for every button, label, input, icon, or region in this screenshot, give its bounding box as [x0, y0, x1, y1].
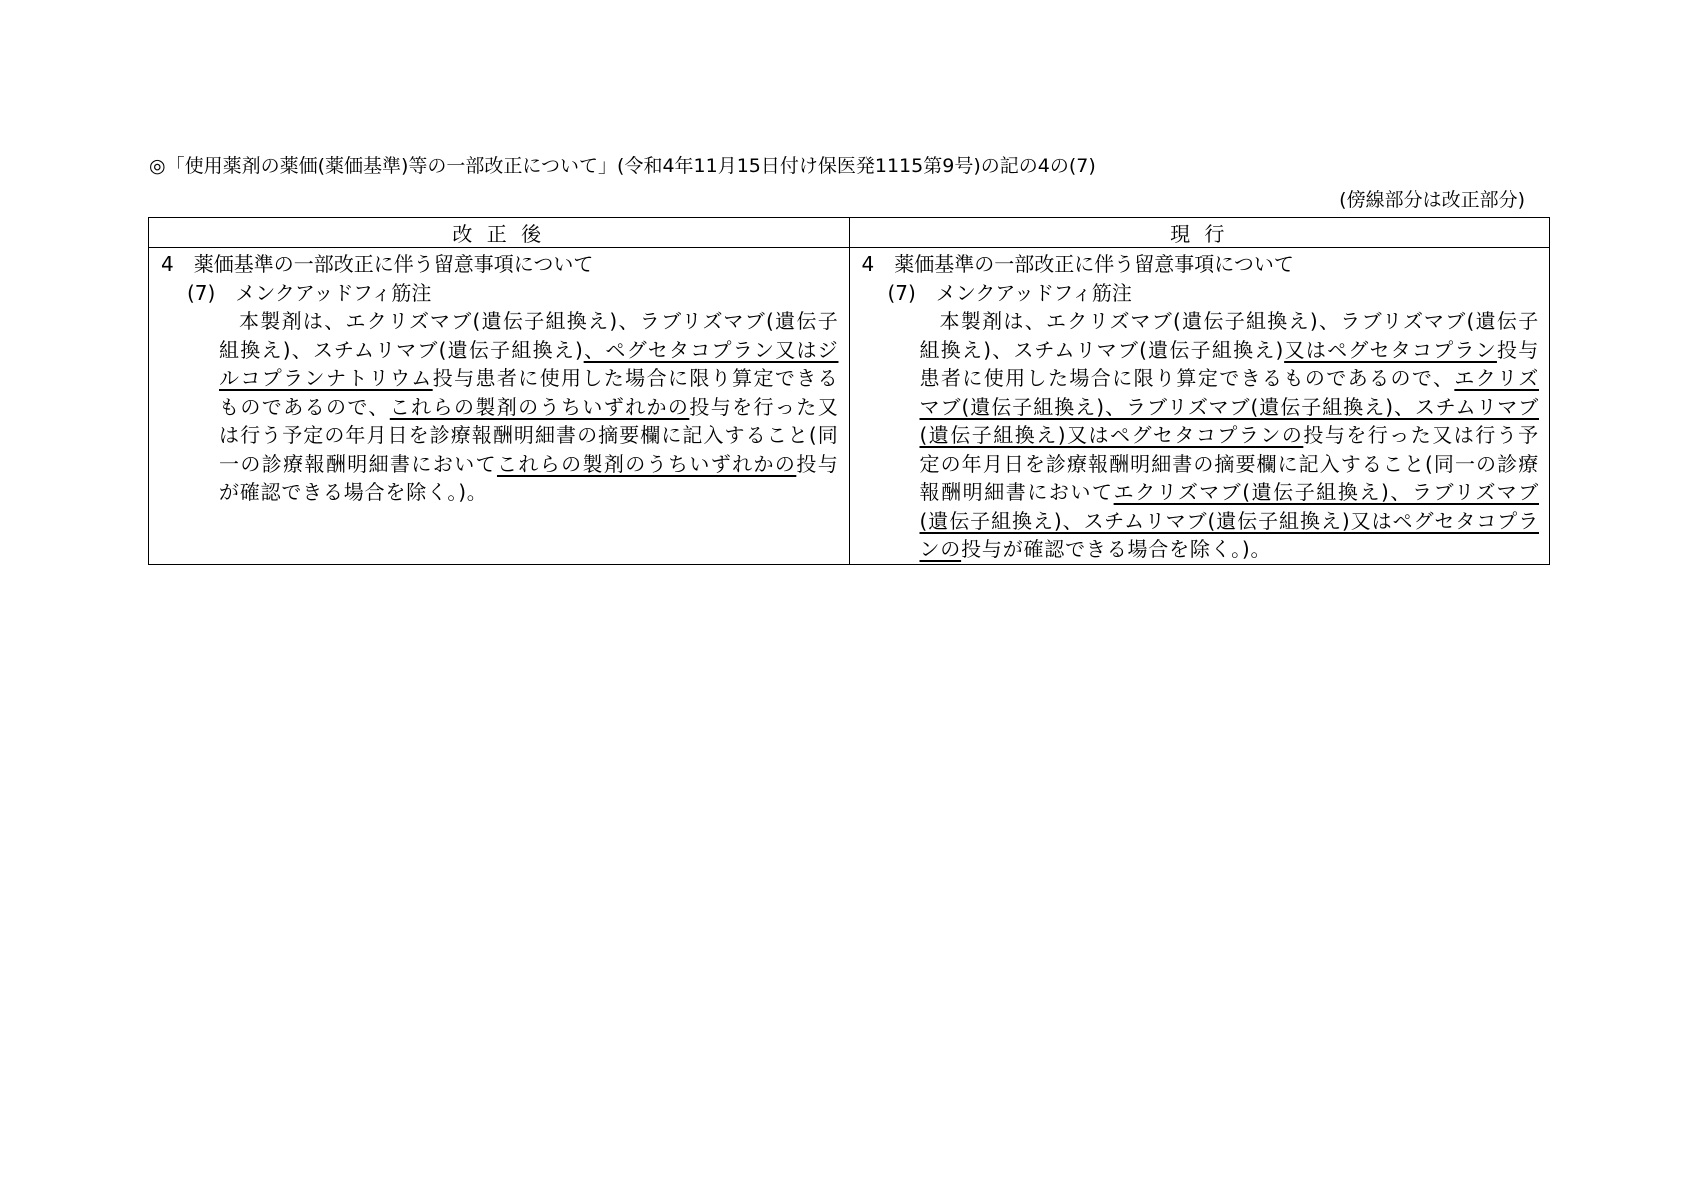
comparison-table [148, 217, 1550, 565]
current-segment: 投与患者に使用した場合に限り算定できるものであるので、 [919, 337, 1539, 390]
current-cell [849, 248, 1550, 565]
column-header-revised: 改 正 後 [149, 218, 850, 248]
document-title: ◎「使用薬剤の薬価(薬価基準)等の一部改正について」(令和4年11月15日付け保医発1115第9号)の記の4の(7) [149, 155, 1096, 177]
revised-segment: 投与が確認できる場合を除く。)。 [219, 451, 839, 504]
current-underlined-segment: 又はペグセタコプラン [1284, 337, 1497, 362]
revised-section-heading: 4 薬価基準の一部改正に伴う留意事項について [161, 252, 594, 276]
table-row [149, 248, 1550, 565]
current-item-heading: (7) メンクアッドフィ筋注 [887, 280, 1132, 305]
column-header-current: 現 行 [849, 218, 1550, 248]
revised-segment: 本製剤は、エクリズマブ(遺伝子組換え)、ラブリズマブ(遺伝子組換え)、スチムリマブ(遺伝子組換え) [219, 309, 839, 362]
revised-underlined-segment: 、ペグセタコプラン又はジルコプランナトリウム [219, 337, 839, 390]
revised-underlined-segment: これらの製剤のうちいずれかの [389, 394, 690, 419]
revised-segment: 投与を行った又は行う予定の年月日を診療報酬明細書の摘要欄に記入すること(同一の診療報酬明細書において [219, 394, 839, 476]
revised-cell [149, 248, 850, 565]
table-header-row [149, 218, 1550, 248]
revised-underlined-segment: これらの製剤のうちいずれかの [496, 451, 797, 476]
current-segment: 本製剤は、エクリズマブ(遺伝子組換え)、ラブリズマブ(遺伝子組換え)、スチムリマブ(遺伝子組換え) [919, 309, 1539, 362]
revised-segment: 投与患者に使用した場合に限り算定できるものであるので、 [219, 366, 839, 419]
current-segment: 投与が確認できる場合を除く。)。 [961, 537, 1272, 561]
revised-body [219, 307, 839, 507]
current-body [920, 307, 1540, 564]
current-segment: 投与を行った又は行う予定の年月日を診療報酬明細書の摘要欄に記入すること(同一の診療報酬明細書において [919, 423, 1539, 504]
current-underlined-segment: エクリズマブ(遺伝子組換え)、ラブリズマブ(遺伝子組換え)、スチムリマブ(遺伝子組換え)又はペグセタコプランの [919, 366, 1539, 447]
current-underlined-segment: エクリズマブ(遺伝子組換え)、ラブリズマブ(遺伝子組換え)、スチムリマブ(遺伝子組換え)又はペグセタコプランの [919, 480, 1539, 561]
current-section-heading: 4 薬価基準の一部改正に伴う留意事項について [861, 252, 1294, 276]
revised-item-heading: (7) メンクアッドフィ筋注 [187, 280, 432, 305]
underline-note: (傍線部分は改正部分) [1339, 189, 1525, 211]
